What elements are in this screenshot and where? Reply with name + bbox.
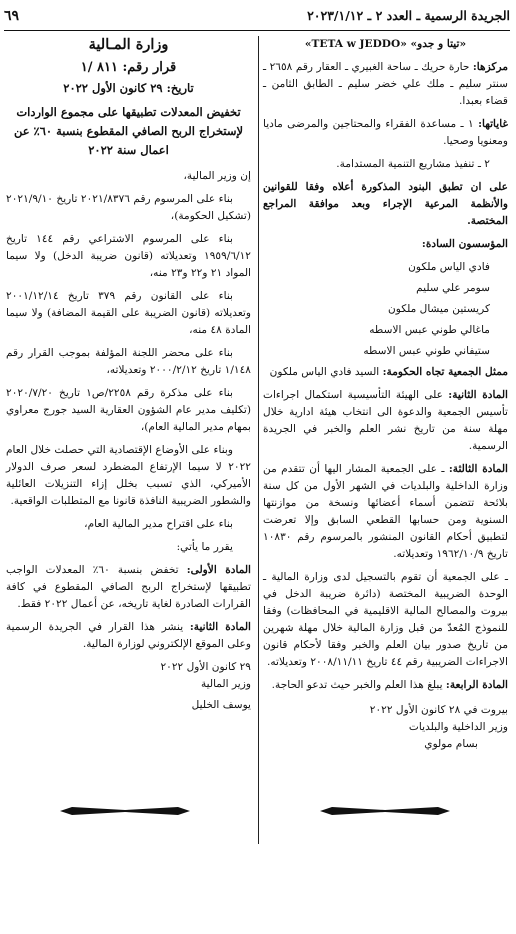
intro: إن وزير المالية،: [183, 170, 251, 182]
ministry-heading: وزارة المـالية: [88, 36, 169, 53]
column-divider: [258, 36, 259, 844]
goal-1: ١ ـ مساعدة الفقراء والمحتاجين والمرضى ماديا ومعنويا وصحيا.: [263, 118, 508, 147]
left-article-2: [6, 619, 251, 653]
headquarters-label: مركزها:: [472, 61, 508, 73]
decision-date: تاريخ: ٢٩ كانون الأول ٢٠٢٢: [63, 81, 194, 95]
recital-1: بناء على المرسوم رقم ٢٠٢١/٨٣٧٦ تاريخ ٢٠٢١/٩/١٠ (تشكيل الحكومة)،: [6, 193, 251, 222]
goal-2: ٢ ـ تنفيذ مشاريع التنمية المستدامة.: [336, 158, 490, 170]
article-2-label: المادة الثانية:: [448, 389, 509, 401]
signature-place-date: بيروت في ٢٨ كانون الأول ٢٠٢٢: [369, 704, 508, 716]
association-name-latin: «TETA w JEDDO»: [304, 38, 407, 50]
article-4: [263, 677, 508, 694]
article-4-text: يبلغ هذا العلم والخبر حيث تدعو الحاجة.: [271, 679, 446, 691]
founder-item: ستيفاني طوني عبس الاسطه: [363, 345, 490, 357]
headquarters: [263, 59, 508, 110]
decision-number: قرار رقم: ٨١١ /١: [80, 60, 177, 75]
journal-issue-line: الجريدة الرسمية ـ العدد ٢ ـ ٢٠٢٣/١/١٢: [307, 8, 510, 23]
left-article-1-text: تخفض بنسبة ٦٠٪ المعدلات الواجب تطبيقها لإستخراج الربح الصافي المقطوع في كافة القرارات الصادرة لغاية تاريخه، عن أعمال ٢٠٢٢ فقط.: [6, 564, 251, 610]
header-rule: [4, 30, 510, 31]
recital-4: بناء على محضر اللجنة المؤلفة بموجب القرار رقم ١/١٤٨ تاريخ ٢٠٠٠/٢/١٢ وتعديلاته،: [6, 347, 251, 376]
government-representative: [263, 364, 508, 381]
left-article-1: [6, 562, 251, 613]
right-column: [263, 36, 508, 753]
representative-name: السيد فادي الياس ملكون: [269, 366, 383, 378]
section-end-ornament-icon: [320, 805, 450, 817]
founder-item: سومر علي سليم: [416, 282, 490, 294]
condition-clause: على ان تطبق البنود المذكورة أعلاه وفقا للقوانين والأنظمة المرعية الإجراء وبعد موافقة المراجع المختصة.: [263, 181, 508, 227]
decision-title: تخفيض المعدلات تطبيقها على مجموع الواردات لإستخراج الربح الصافي المقطوع بنسبة ٦٠٪ عن اعمال سنة ٢٠٢٢: [13, 105, 244, 157]
representative-label: ممثل الجمعية تجاه الحكومة:: [382, 366, 508, 378]
recital-2: بناء على المرسوم الاشتراعي رقم ١٤٤ تاريخ ١٩٥٩/٦/١٢ وتعديلاته (قانون ضريبة الدخل) ولا سيما المواد ٢١ و٢٢ و٢٣ منه،: [6, 233, 251, 279]
article-3-label: المادة الثالثة:: [448, 463, 508, 475]
association-name: [263, 36, 508, 53]
left-signature-title: وزير المالية: [200, 678, 251, 690]
page-header: [4, 6, 510, 32]
left-article-2-text: ينشر هذا القرار في الجريدة الرسمية وعلى الموقع الإلكتروني لوزارة المالية.: [6, 621, 251, 650]
recital-3: بناء على القانون رقم ٣٧٩ تاريخ ٢٠٠١/١٢/١٤ وتعديلاته (قانون الضريبة على القيمة المضافة) ولا سيما المادة ٤٨ منه،: [6, 290, 251, 336]
article-3-part-2: ـ على الجمعية أن تقوم بالتسجيل لدى وزارة المالية ـ الوحدة الضريبية المختصة (دائرة ضريبة الدخل في بيروت والمصالح المالية الاقليمية في المحافظات) وفقا للنموذج المُعدّ من قبل وزارة المالية خلال مهلة شهرين من تاريخ صدور بيان العلم والخبر وفقا لأحكام قانون الاجراءات الضريبية رقم ٤٤ تاريخ ٢٠٠٨/١١/١١ وتعديلاته.: [263, 571, 508, 668]
article-2: [263, 387, 508, 455]
page-number: ٦٩: [4, 8, 20, 24]
goals-label: غاياتها:: [478, 118, 508, 130]
article-3: [263, 461, 508, 563]
goals: [263, 116, 508, 150]
article-4-label: المادة الرابعة:: [445, 679, 508, 691]
article-3-text: ـ على الجمعية المشار اليها أن تتقدم من وزارة الداخلية والبلديات في الشهر الأول من كل سنة بلائحة تتضمن أسماء أعضائها ونسخة من موازنتها السنوية ومن حسابها القطعي السابق وإلا تعرضت لتطبيق أحكام القانون المنشور بالمرسوم رقم ١٠٨٣٠ تاريخ ١٩٦٢/١٠/٩ وتعديلاته.: [263, 463, 508, 560]
founder-item: كريستين ميشال ملكون: [387, 303, 490, 315]
recital-7: بناء على اقتراح مدير المالية العام،: [84, 518, 233, 530]
founder-item: ماغالي طوني عبس الاسطه: [369, 324, 490, 336]
left-column: [6, 36, 251, 714]
section-end-ornament-icon: [60, 805, 190, 817]
founders-label: المؤسسون السادة:: [421, 238, 508, 250]
decides-line: يقرر ما يأتي:: [176, 541, 233, 553]
left-signature-date: ٢٩ كانون الأول ٢٠٢٢: [160, 661, 251, 673]
signature-name: بسام مولوي: [424, 738, 478, 750]
recital-6: وبناء على الأوضاع الإقتصادية التي حصلت خلال العام ٢٠٢٢ لا سيما الإرتفاع المضطرد لسعر صرف الدولار الأميركي، الذي تسبب بخلل إزاء التنزيلات العائلية والشطور الضريبية النافذة قانونا مع المتطلبات الواقعية.: [6, 444, 251, 507]
founders-list: [263, 259, 490, 360]
founder-item: فادي الياس ملكون: [408, 261, 490, 273]
left-signature-name: يوسف الخليل: [191, 699, 251, 711]
headquarters-text: حارة حريك ـ ساحة الغبيري ـ العقار رقم ٢٦٥٨ ـ سنتر سليم ـ ملك علي خضر سليم ـ الطابق الثامن ـ قضاء بعبدا.: [263, 61, 508, 107]
left-article-2-label: المادة الثانية:: [189, 621, 252, 633]
recital-5: بناء على مذكرة رقم ٢٢٥٨/ص١ تاريخ ٢٠٢٠/٧/٢٠ (تكليف مدير عام الشؤون العقارية السيد جورج معراوي بمهام مدير المالية العام)،: [6, 387, 251, 433]
article-2-text: على الهيئة التأسيسية استكمال اجراءات تأسيس الجمعية والدعوة الى انتخاب هيئة ادارية خلال مهلة سنة من تاريخ نشر العلم والخبر في الجريدة الرسمية.: [263, 389, 508, 452]
association-name-arabic: «تيتا و جدو»: [406, 38, 467, 50]
left-article-1-label: المادة الأولى:: [186, 564, 251, 576]
signature-title: وزير الداخلية والبلديات: [408, 721, 508, 733]
